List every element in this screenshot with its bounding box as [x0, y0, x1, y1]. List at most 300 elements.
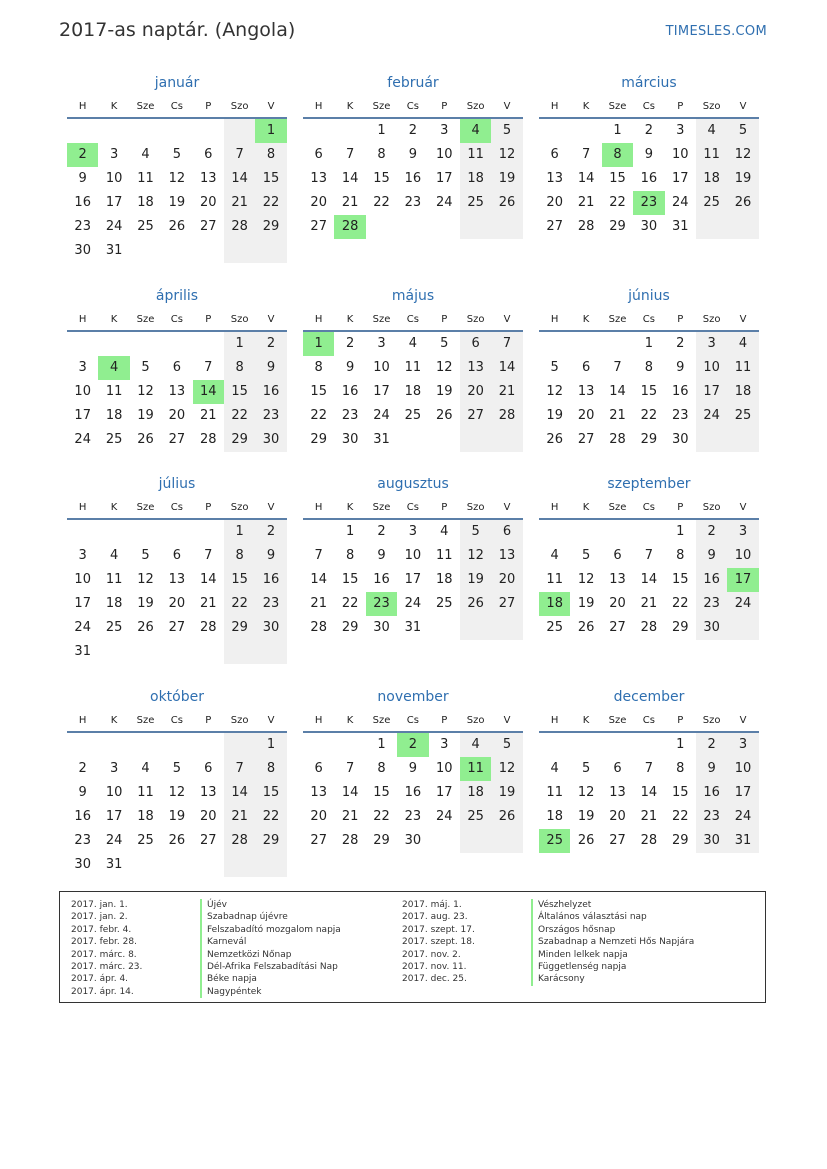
- week-row: [67, 332, 287, 356]
- day-cell: 27: [168, 620, 186, 635]
- empty-cell: [98, 640, 129, 664]
- week-row: [303, 332, 523, 356]
- day-cell: 19: [727, 167, 758, 191]
- day-cell: 21: [199, 408, 217, 423]
- week-row: [539, 356, 759, 380]
- day-cell: 26: [435, 408, 453, 423]
- empty-cell: [460, 428, 491, 452]
- empty-cell: [98, 733, 129, 757]
- day-cell: 5: [550, 360, 559, 375]
- month-name: november: [377, 689, 449, 705]
- month-name: szeptember: [607, 476, 691, 492]
- week-row: [303, 544, 523, 568]
- weekday-label: V: [503, 715, 511, 726]
- day-cell: 23: [341, 408, 359, 423]
- day-cell: 2: [644, 123, 653, 138]
- weekday-label: H: [550, 314, 559, 325]
- week-row: [67, 853, 287, 877]
- day-cell: 15: [224, 380, 255, 404]
- week-row: [539, 380, 759, 404]
- weekday-label: V: [739, 314, 747, 325]
- week-row: [67, 167, 287, 191]
- empty-cell: [727, 428, 758, 452]
- day-cell: 1: [377, 123, 386, 138]
- day-cell: 5: [440, 336, 449, 351]
- legend-holiday-name: Szabadnap újévre: [200, 911, 341, 923]
- day-cell: 1: [255, 733, 286, 757]
- day-cell: 5: [491, 119, 522, 143]
- day-cell: 16: [696, 568, 727, 592]
- weekday-header: [539, 309, 759, 332]
- day-cell: 18: [539, 592, 570, 616]
- day-cell: 1: [224, 332, 255, 356]
- day-cell: 2: [696, 520, 727, 544]
- weekday-label: P: [441, 715, 448, 726]
- day-cell: 21: [577, 195, 595, 210]
- empty-cell: [67, 733, 98, 757]
- day-cell: 10: [105, 171, 123, 186]
- day-cell: 18: [105, 408, 123, 423]
- legend-date: 2017. szept. 17.: [402, 924, 475, 935]
- day-cell: 25: [460, 191, 491, 215]
- week-row: [539, 520, 759, 544]
- day-cell: 22: [224, 592, 255, 616]
- day-cell: 26: [577, 833, 595, 848]
- day-cell: 12: [491, 757, 522, 781]
- day-cell: 28: [609, 432, 626, 447]
- day-cell: 13: [460, 356, 491, 380]
- day-cell: 29: [224, 616, 255, 640]
- empty-cell: [633, 520, 664, 544]
- week-row: [303, 757, 523, 781]
- day-cell: 20: [310, 809, 327, 824]
- day-cell: 16: [404, 171, 422, 186]
- week-row: [303, 404, 523, 428]
- legend-date: 2017. febr. 28.: [71, 937, 137, 948]
- day-cell: 3: [440, 123, 449, 138]
- day-cell: 6: [314, 761, 323, 776]
- day-cell: 30: [341, 432, 359, 447]
- day-cell: 21: [224, 191, 255, 215]
- legend-names-right: [531, 899, 694, 986]
- weekday-header: [67, 710, 287, 733]
- brand-link[interactable]: TIMESLES.COM: [665, 24, 767, 39]
- day-cell: 6: [460, 332, 491, 356]
- day-cell: 18: [435, 572, 453, 587]
- weekday-header: [303, 309, 523, 332]
- day-cell: 9: [408, 761, 417, 776]
- week-row: [303, 616, 523, 640]
- weekday-label: Szo: [702, 502, 721, 513]
- day-cell: 9: [255, 356, 286, 380]
- day-cell: 30: [74, 243, 91, 258]
- day-cell: 6: [314, 147, 323, 162]
- weekday-label: Cs: [406, 101, 419, 112]
- week-row: [303, 733, 523, 757]
- weekday-label: Cs: [170, 715, 183, 726]
- month-name: január: [154, 75, 200, 91]
- day-cell: 14: [224, 167, 255, 191]
- day-cell: 5: [141, 548, 150, 563]
- weekday-label: H: [78, 502, 87, 513]
- day-cell: 19: [168, 195, 186, 210]
- weekday-label: H: [550, 502, 559, 513]
- day-cell: 14: [491, 356, 522, 380]
- day-cell: 5: [172, 761, 181, 776]
- weekday-label: Szo: [466, 101, 485, 112]
- week-row: [539, 733, 759, 757]
- day-cell: 17: [727, 781, 758, 805]
- day-cell: 19: [168, 809, 186, 824]
- day-cell: 7: [224, 757, 255, 781]
- day-cell: 7: [644, 548, 653, 563]
- day-cell: 13: [168, 384, 186, 399]
- week-row: [67, 404, 287, 428]
- day-cell: 3: [727, 733, 758, 757]
- day-cell: 12: [577, 785, 595, 800]
- month-8: [303, 473, 523, 640]
- day-cell: 27: [609, 620, 626, 635]
- day-cell: 10: [404, 548, 422, 563]
- legend-holiday-name: Szabadnap a Nemzeti Hős Napjára: [531, 936, 694, 948]
- day-cell: 11: [460, 757, 491, 781]
- day-cell: 14: [609, 384, 626, 399]
- day-cell: 2: [78, 761, 87, 776]
- legend-holiday-name: Újév: [200, 899, 341, 911]
- day-cell: 20: [491, 568, 522, 592]
- day-cell: 10: [727, 757, 758, 781]
- day-cell: 2: [676, 336, 685, 351]
- month-4: [67, 285, 287, 452]
- week-row: [539, 404, 759, 428]
- empty-cell: [98, 332, 129, 356]
- weekday-label: Sze: [608, 715, 627, 726]
- day-cell: 14: [310, 572, 327, 587]
- day-cell: 5: [172, 147, 181, 162]
- day-cell: 18: [137, 809, 154, 824]
- day-cell: 14: [341, 785, 359, 800]
- week-row: [67, 380, 287, 404]
- month-name: július: [158, 476, 196, 492]
- day-cell: 21: [224, 805, 255, 829]
- day-cell: 11: [546, 572, 563, 587]
- empty-cell: [491, 428, 522, 452]
- weekday-label: Sze: [136, 715, 155, 726]
- day-cell: 24: [671, 195, 689, 210]
- day-cell: 21: [609, 408, 626, 423]
- empty-cell: [539, 332, 570, 356]
- day-cell: 18: [727, 380, 758, 404]
- day-cell: 26: [137, 432, 154, 447]
- day-cell: 28: [199, 432, 217, 447]
- day-cell: 23: [255, 404, 286, 428]
- day-cell: 8: [255, 757, 286, 781]
- day-cell: 22: [609, 195, 626, 210]
- weekday-header: [67, 309, 287, 332]
- weekday-label: K: [582, 101, 590, 112]
- day-cell: 24: [404, 596, 422, 611]
- day-cell: 7: [204, 548, 213, 563]
- day-cell: 19: [435, 384, 453, 399]
- day-cell: 14: [640, 572, 658, 587]
- empty-cell: [303, 733, 334, 757]
- day-cell: 18: [546, 809, 563, 824]
- day-cell: 10: [671, 147, 689, 162]
- weekday-header: [303, 497, 523, 520]
- day-cell: 5: [581, 761, 591, 776]
- empty-cell: [161, 119, 192, 143]
- day-cell: 24: [696, 404, 727, 428]
- weekday-label: H: [78, 101, 87, 112]
- weekday-label: K: [582, 502, 590, 513]
- weekday-label: V: [739, 715, 747, 726]
- day-cell: 31: [671, 219, 689, 234]
- day-cell: 19: [577, 809, 595, 824]
- legend-date: 2017. aug. 23.: [402, 912, 468, 923]
- week-row: [539, 616, 759, 640]
- empty-cell: [98, 520, 129, 544]
- day-cell: 27: [546, 219, 563, 234]
- weekday-header: [67, 96, 287, 119]
- empty-cell: [98, 119, 129, 143]
- day-cell: 28: [334, 215, 365, 239]
- day-cell: 28: [224, 215, 255, 239]
- day-cell: 11: [137, 171, 154, 186]
- day-cell: 4: [408, 336, 417, 351]
- day-cell: 1: [255, 119, 286, 143]
- day-cell: 8: [314, 360, 323, 375]
- week-row: [303, 568, 523, 592]
- day-cell: 20: [609, 596, 626, 611]
- day-cell: 27: [460, 404, 491, 428]
- day-cell: 8: [377, 147, 386, 162]
- day-cell: 24: [105, 219, 123, 234]
- week-row: [539, 143, 759, 167]
- day-cell: 10: [373, 360, 390, 375]
- day-cell: 20: [577, 408, 595, 423]
- day-cell: 1: [377, 737, 386, 752]
- week-row: [67, 239, 287, 263]
- weekday-label: Cs: [170, 314, 183, 325]
- day-cell: 28: [341, 833, 359, 848]
- day-cell: 25: [727, 404, 758, 428]
- weekday-label: Sze: [136, 502, 155, 513]
- day-cell: 28: [640, 833, 658, 848]
- day-cell: 23: [671, 408, 689, 423]
- day-cell: 27: [199, 833, 217, 848]
- empty-cell: [602, 733, 633, 757]
- day-cell: 13: [168, 572, 186, 587]
- week-row: [539, 592, 759, 616]
- day-cell: 15: [640, 384, 658, 399]
- day-cell: 9: [696, 757, 727, 781]
- empty-cell: [224, 640, 255, 664]
- empty-cell: [727, 215, 758, 239]
- day-cell: 11: [435, 548, 453, 563]
- empty-cell: [130, 853, 161, 877]
- day-cell: 3: [109, 761, 119, 776]
- weekday-label: Sze: [372, 314, 391, 325]
- day-cell: 13: [491, 544, 522, 568]
- empty-cell: [161, 733, 192, 757]
- week-row: [67, 781, 287, 805]
- empty-cell: [633, 733, 664, 757]
- legend-names-left: [200, 899, 341, 998]
- empty-cell: [161, 239, 192, 263]
- day-cell: 30: [74, 857, 91, 872]
- weekday-label: P: [205, 101, 212, 112]
- day-cell: 14: [199, 572, 217, 587]
- day-cell: 18: [105, 596, 123, 611]
- week-row: [67, 356, 287, 380]
- week-row: [303, 829, 523, 853]
- empty-cell: [460, 829, 491, 853]
- day-cell: 14: [640, 785, 658, 800]
- day-cell: 26: [546, 432, 563, 447]
- day-cell: 26: [168, 219, 186, 234]
- day-cell: 23: [696, 805, 727, 829]
- legend-date: 2017. márc. 8.: [71, 949, 137, 960]
- day-cell: 11: [137, 785, 154, 800]
- legend-date: 2017. jan. 2.: [71, 912, 128, 923]
- week-row: [67, 143, 287, 167]
- day-cell: 1: [676, 737, 685, 752]
- day-cell: 11: [105, 572, 123, 587]
- day-cell: 10: [696, 356, 727, 380]
- day-cell: 6: [172, 548, 181, 563]
- day-cell: 16: [74, 809, 91, 824]
- day-cell: 17: [435, 171, 453, 186]
- day-cell: 15: [224, 568, 255, 592]
- day-cell: 8: [224, 544, 255, 568]
- legend-holiday-name: Nagypéntek: [200, 986, 341, 998]
- day-cell: 9: [644, 147, 653, 162]
- empty-cell: [193, 332, 224, 356]
- day-cell: 29: [255, 215, 286, 239]
- weekday-label: Sze: [608, 101, 627, 112]
- day-cell: 3: [440, 737, 449, 752]
- empty-cell: [193, 733, 224, 757]
- empty-cell: [224, 733, 255, 757]
- month-5: [303, 285, 523, 452]
- day-cell: 15: [373, 785, 390, 800]
- week-row: [67, 568, 287, 592]
- day-cell: 3: [78, 360, 87, 375]
- day-cell: 17: [105, 809, 123, 824]
- week-row: [67, 805, 287, 829]
- week-row: [539, 215, 759, 239]
- day-cell: 12: [168, 171, 186, 186]
- weekday-header: [303, 710, 523, 733]
- day-cell: 12: [727, 143, 758, 167]
- day-cell: 7: [613, 360, 622, 375]
- day-cell: 6: [613, 761, 622, 776]
- day-cell: 23: [404, 195, 422, 210]
- empty-cell: [491, 829, 522, 853]
- month-name: október: [150, 689, 204, 705]
- weekday-label: K: [346, 715, 354, 726]
- legend-holiday-name: Béke napja: [200, 973, 341, 985]
- day-cell: 29: [224, 428, 255, 452]
- weekday-label: V: [503, 101, 511, 112]
- day-cell: 8: [224, 356, 255, 380]
- empty-cell: [161, 640, 192, 664]
- weekday-header: [539, 497, 759, 520]
- holiday-legend: [59, 891, 766, 1003]
- day-cell: 19: [460, 568, 491, 592]
- day-cell: 28: [491, 404, 522, 428]
- week-row: [67, 191, 287, 215]
- weekday-label: P: [205, 314, 212, 325]
- day-cell: 13: [609, 572, 626, 587]
- day-cell: 12: [577, 572, 595, 587]
- weekday-label: Szo: [230, 502, 249, 513]
- day-cell: 12: [460, 544, 491, 568]
- day-cell: 31: [105, 857, 123, 872]
- day-cell: 7: [345, 147, 355, 162]
- month-name: december: [613, 689, 685, 705]
- empty-cell: [429, 616, 460, 640]
- weekday-label: Szo: [230, 101, 249, 112]
- day-cell: 22: [640, 408, 658, 423]
- week-row: [539, 428, 759, 452]
- weekday-label: V: [267, 715, 275, 726]
- month-12: [539, 686, 759, 853]
- day-cell: 3: [377, 336, 386, 351]
- day-cell: 24: [727, 592, 758, 616]
- day-cell: 29: [255, 829, 286, 853]
- day-cell: 3: [676, 123, 685, 138]
- empty-cell: [255, 853, 286, 877]
- empty-cell: [130, 332, 161, 356]
- week-row: [67, 592, 287, 616]
- weekday-label: Szo: [702, 314, 721, 325]
- day-cell: 17: [404, 572, 422, 587]
- weekday-label: Sze: [136, 314, 155, 325]
- empty-cell: [130, 733, 161, 757]
- day-cell: 2: [408, 123, 417, 138]
- weekday-label: V: [739, 502, 747, 513]
- legend-holiday-name: Karnevál: [200, 936, 341, 948]
- month-1: [67, 72, 287, 263]
- weekday-label: Cs: [170, 502, 183, 513]
- day-cell: 30: [404, 833, 422, 848]
- day-cell: 21: [640, 596, 658, 611]
- week-row: [539, 829, 759, 853]
- month-3: [539, 72, 759, 239]
- weekday-label: Szo: [230, 715, 249, 726]
- day-cell: 1: [644, 336, 653, 351]
- day-cell: 7: [345, 761, 355, 776]
- day-cell: 22: [224, 404, 255, 428]
- day-cell: 14: [193, 380, 224, 404]
- day-cell: 27: [168, 432, 186, 447]
- day-cell: 25: [539, 829, 570, 853]
- empty-cell: [602, 520, 633, 544]
- legend-date: 2017. nov. 2.: [402, 949, 461, 960]
- day-cell: 30: [696, 616, 727, 640]
- empty-cell: [570, 119, 601, 143]
- day-cell: 23: [404, 809, 422, 824]
- day-cell: 15: [609, 171, 626, 186]
- empty-cell: [602, 332, 633, 356]
- empty-cell: [539, 520, 570, 544]
- day-cell: 20: [546, 195, 563, 210]
- day-cell: 31: [727, 829, 758, 853]
- weekday-label: H: [78, 314, 87, 325]
- day-cell: 23: [255, 592, 286, 616]
- week-row: [539, 805, 759, 829]
